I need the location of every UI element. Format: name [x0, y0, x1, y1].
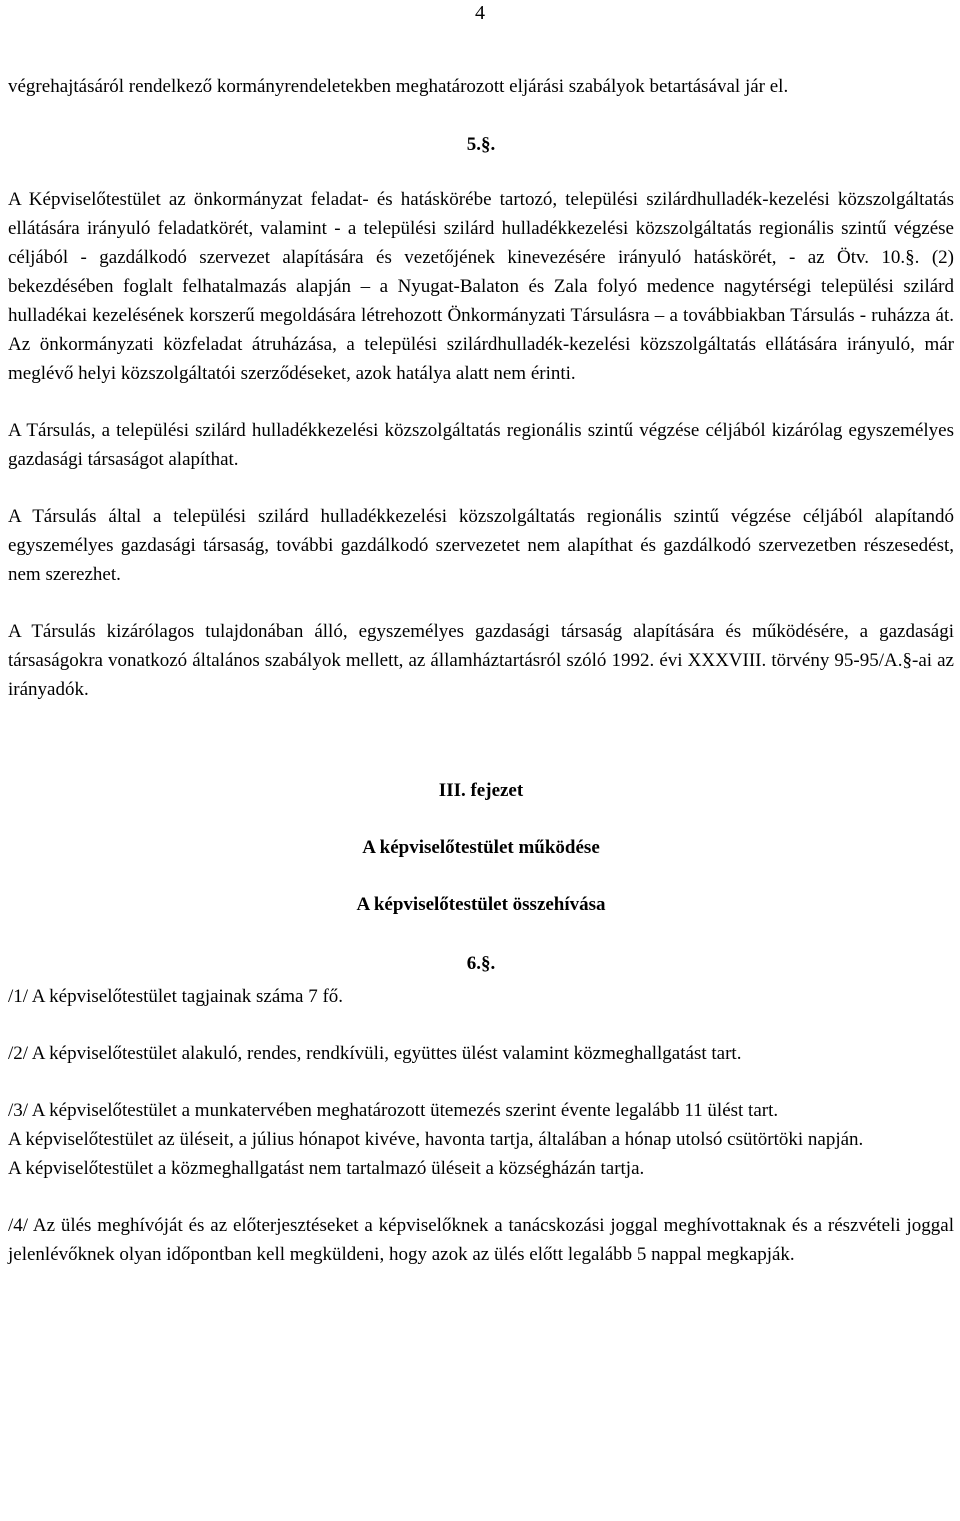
paragraph-applicable-rules: A Társulás kizárólagos tulajdonában álló, egyszemélyes gazdasági társaság alapítására és működésére, a gazdasági társaságokra vonatkozó általános szabályok mellett, az államháztartásról szóló 1992. évi XXXVIII. törvény 95-95/A.§-ai az irányadók. [8, 621, 954, 700]
rule-3-meeting-venue: A képviselőtestület a közmeghallgatást nem tartalmazó üléseit a községházán tartja. [8, 1158, 645, 1179]
paragraph-continuation: végrehajtásáról rendelkező kormányrendeletekben meghatározott eljárási szabályok betartásával jár el. [8, 76, 789, 97]
paragraph-company-founding: A Társulás, a települési szilárd hulladékkezelési közszolgáltatás regionális szintű végzése céljából kizárólag egyszemélyes gazdasági társaságot alapíthat. [8, 420, 954, 470]
rule-3-meeting-schedule: A képviselőtestület az üléseit, a július hónapot kivéve, havonta tartja, általában a hónap utolsó csütörtöki napján. [8, 1129, 864, 1150]
chapter-subtitle: A képviselőtestület összehívása [356, 894, 606, 915]
rule-2: /2/ A képviselőtestület alakuló, rendes, rendkívüli, együttes ülést valamint közmeghallgatást tart. [8, 1043, 742, 1064]
rule-1: /1/ A képviselőtestület tagjainak száma 7 fő. [8, 986, 344, 1007]
section-5-heading: 5.§. [466, 134, 496, 155]
paragraph-delegation: A Képviselőtestület az önkormányzat feladat- és hatáskörébe tartozó, települési szilárdhulladék-kezelési közszolgáltatás ellátására irányuló feladatkörét, valamint - a települési szilárd hulladékkezelési közszolgáltatás regionális szintű végzése céljából - gazdálkodó szervezet alapítására és vezetőjének kinevezésére irányuló hatáskörét, - az Ötv. 10.§. (2) bekezdésében foglalt felhatalmazás alapján – a Nyugat-Balaton és Zala folyó medence nagytérségi települési szilárd hulladékai kezelésének korszerű megoldására létrehozott Önkormányzati Társulásra – a továbbiakban Társulás - ruházza át. Az önkormányzati közfeladat átruházása, a települési szilárdhulladék-kezelési közszolgáltatás ellátására irányuló, már meglévő helyi közszolgáltatói szerződéseket, azok hatálya alatt nem érinti. [8, 189, 954, 384]
chapter-title: A képviselőtestület működése [362, 837, 600, 858]
chapter-number: III. fejezet [438, 780, 524, 801]
document-body [8, 72, 954, 1269]
page-number: 4 [475, 2, 485, 24]
paragraph-company-restriction: A Társulás által a települési szilárd hulladékkezelési közszolgáltatás regionális szintű végzése céljából alapítandó egyszemélyes gazdasági társaság, további gazdálkodó szervezetet nem alapíthat és gazdálkodó szervezetben részesedést, nem szerezhet. [8, 506, 954, 585]
rule-4: /4/ Az ülés meghívóját és az előterjesztéseket a képviselőknek a tanácskozási joggal meghívottaknak és a részvételi joggal jelenlévőknek olyan időpontban kell megküldeni, hogy azok az ülés előtt legalább 5 nappal megkapják. [8, 1215, 954, 1265]
rule-3: /3/ A képviselőtestület a munkatervében meghatározott ütemezés szerint évente legalább 11 ülést tart. [8, 1100, 779, 1121]
section-6-heading: 6.§. [466, 953, 496, 974]
